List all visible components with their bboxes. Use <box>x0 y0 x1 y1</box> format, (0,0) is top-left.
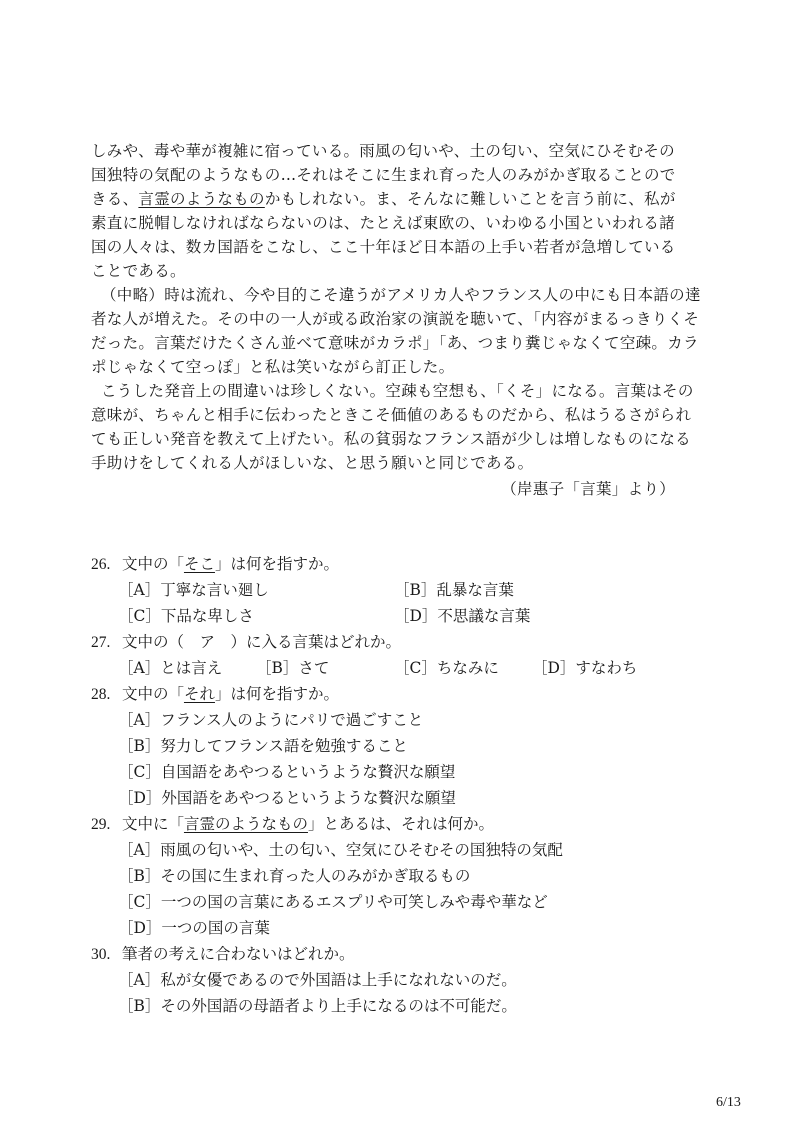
question-text: 」は何を指すか。 <box>214 555 339 573</box>
question-list <box>91 551 731 1019</box>
answer-option-d[interactable]: ［D］不思議な言葉 <box>394 607 531 625</box>
answer-option-a[interactable]: ［A］丁寧な言い廻し <box>118 581 269 599</box>
question-stem <box>91 941 731 967</box>
question-text: 」は何を指すか。 <box>214 685 339 703</box>
passage-line: 素直に脱帽しなければならないのは、たとえば東欧の、いわゆる小国といわれる諸 <box>91 214 675 232</box>
passage-source: （岸惠子「言葉」より） <box>501 480 675 498</box>
answer-option-c[interactable]: ［C］自国語をあやつるというような贅沢な願望 <box>118 763 456 781</box>
answer-option-d[interactable]: ［D］すなわち <box>532 659 638 677</box>
question-27 <box>91 629 731 681</box>
answer-option-b[interactable]: ［B］その外国語の母語者より上手になるのは不可能だ。 <box>118 997 517 1015</box>
page-number: 6/13 <box>716 1095 741 1110</box>
question-text: 文中に「 <box>121 815 184 833</box>
underlined-phrase: それ <box>183 685 215 703</box>
answer-option-c[interactable]: ［C］一つの国の言葉にあるエスプリや可笑しみや毒や華など <box>118 893 548 911</box>
answer-option-d[interactable]: ［D］一つの国の言葉 <box>118 919 270 937</box>
answer-option-b[interactable]: ［B］努力してフランス語を勉強すること <box>118 737 408 755</box>
passage-line: 国独特の気配のようなもの…それはそこに生まれ育った人のみがかぎ取ることので <box>91 166 676 184</box>
question-29 <box>91 811 731 941</box>
underlined-phrase: そこ <box>183 555 215 573</box>
question-stem <box>91 681 731 707</box>
passage-line: 国の人々は、数カ国語をこなし、ここ十年ほど日本語の上手い若者が急増している <box>91 238 676 256</box>
question-text: 文中の（ ア ）に入る言葉はどれか。 <box>121 633 401 651</box>
passage-line: しみや、毒や華が複雑に宿っている。雨風の匂いや、土の匂い、空気にひそむその <box>91 142 675 160</box>
question-number: 28. <box>91 686 111 703</box>
passage-line: 者な人が増えた。その中の一人が或る政治家の演説を聴いて、「内容がまるっきりくそ <box>91 310 700 328</box>
passage-line: ても正しい発音を教えて上げたい。私の貧弱なフランス語が少しは増しなものになる <box>91 430 691 448</box>
passage-line: ことである。 <box>91 262 186 280</box>
answer-option-a[interactable]: ［A］雨風の匂いや、土の匂い、空気にひそむその国独特の気配 <box>118 841 563 859</box>
passage-line: だった。言葉だけたくさん並べて意味がカラポ」「あ、つまり糞じゃなくて空疎。カラ <box>91 334 699 352</box>
passage-line: 手助けをしてくれる人がほしいな、と思う願いと同じである。 <box>91 454 534 472</box>
passage-line: こうした発音上の間違いは珍しくない。空疎も空想も、「くそ」になる。言葉はその <box>101 382 694 400</box>
question-number: 27. <box>91 634 111 651</box>
question-stem <box>91 629 731 655</box>
question-text: 文中の「 <box>121 555 184 573</box>
question-text: 筆者の考えに合わないはどれか。 <box>121 945 355 963</box>
passage-line: 意味が、ちゃんと相手に伝わったときこそ価値のあるものだから、私はうるさがられ <box>91 406 692 424</box>
passage-line: ポじゃなくて空っぽ」と私は笑いながら訂正した。 <box>91 358 455 376</box>
question-stem <box>91 551 731 577</box>
answer-option-b[interactable]: ［B］乱暴な言葉 <box>394 581 514 599</box>
underlined-phrase: 言霊のようなもの <box>138 190 265 208</box>
reading-passage <box>91 139 711 501</box>
question-number: 29. <box>91 816 111 833</box>
passage-text: かもしれない。ま、そんなに難しいことを言う前に、私が <box>264 190 676 208</box>
question-text: 」とあるは、それは何か。 <box>307 815 494 833</box>
question-28 <box>91 681 731 811</box>
question-30 <box>91 941 731 1019</box>
question-number: 30. <box>91 946 111 963</box>
answer-option-a[interactable]: ［A］私が女優であるので外国語は上手になれないのだ。 <box>118 971 517 989</box>
question-26 <box>91 551 731 629</box>
answer-option-a[interactable]: ［A］フランス人のようにパリで過ごすこと <box>118 711 424 729</box>
passage-line <box>91 187 711 211</box>
answer-option-b[interactable]: ［B］さて <box>256 659 330 677</box>
underlined-phrase: 言霊のようなもの <box>183 815 308 833</box>
question-number: 26. <box>91 556 111 573</box>
question-stem <box>91 811 731 837</box>
answer-option-d[interactable]: ［D］外国語をあやつるというような贅沢な願望 <box>118 789 456 807</box>
answer-option-c[interactable]: ［C］下品な卑しさ <box>118 607 254 625</box>
answer-option-a[interactable]: ［A］とは言え <box>118 659 223 677</box>
question-text: 文中の「 <box>121 685 184 703</box>
passage-line: （中略）時は流れ、今や目的こそ違うがアメリカ人やフランス人の中にも日本語の達 <box>101 286 701 304</box>
answer-option-b[interactable]: ［B］その国に生まれ育った人のみがかぎ取るもの <box>118 867 471 885</box>
answer-option-c[interactable]: ［C］ちなみに <box>394 659 499 677</box>
passage-text: きる、 <box>91 190 139 208</box>
